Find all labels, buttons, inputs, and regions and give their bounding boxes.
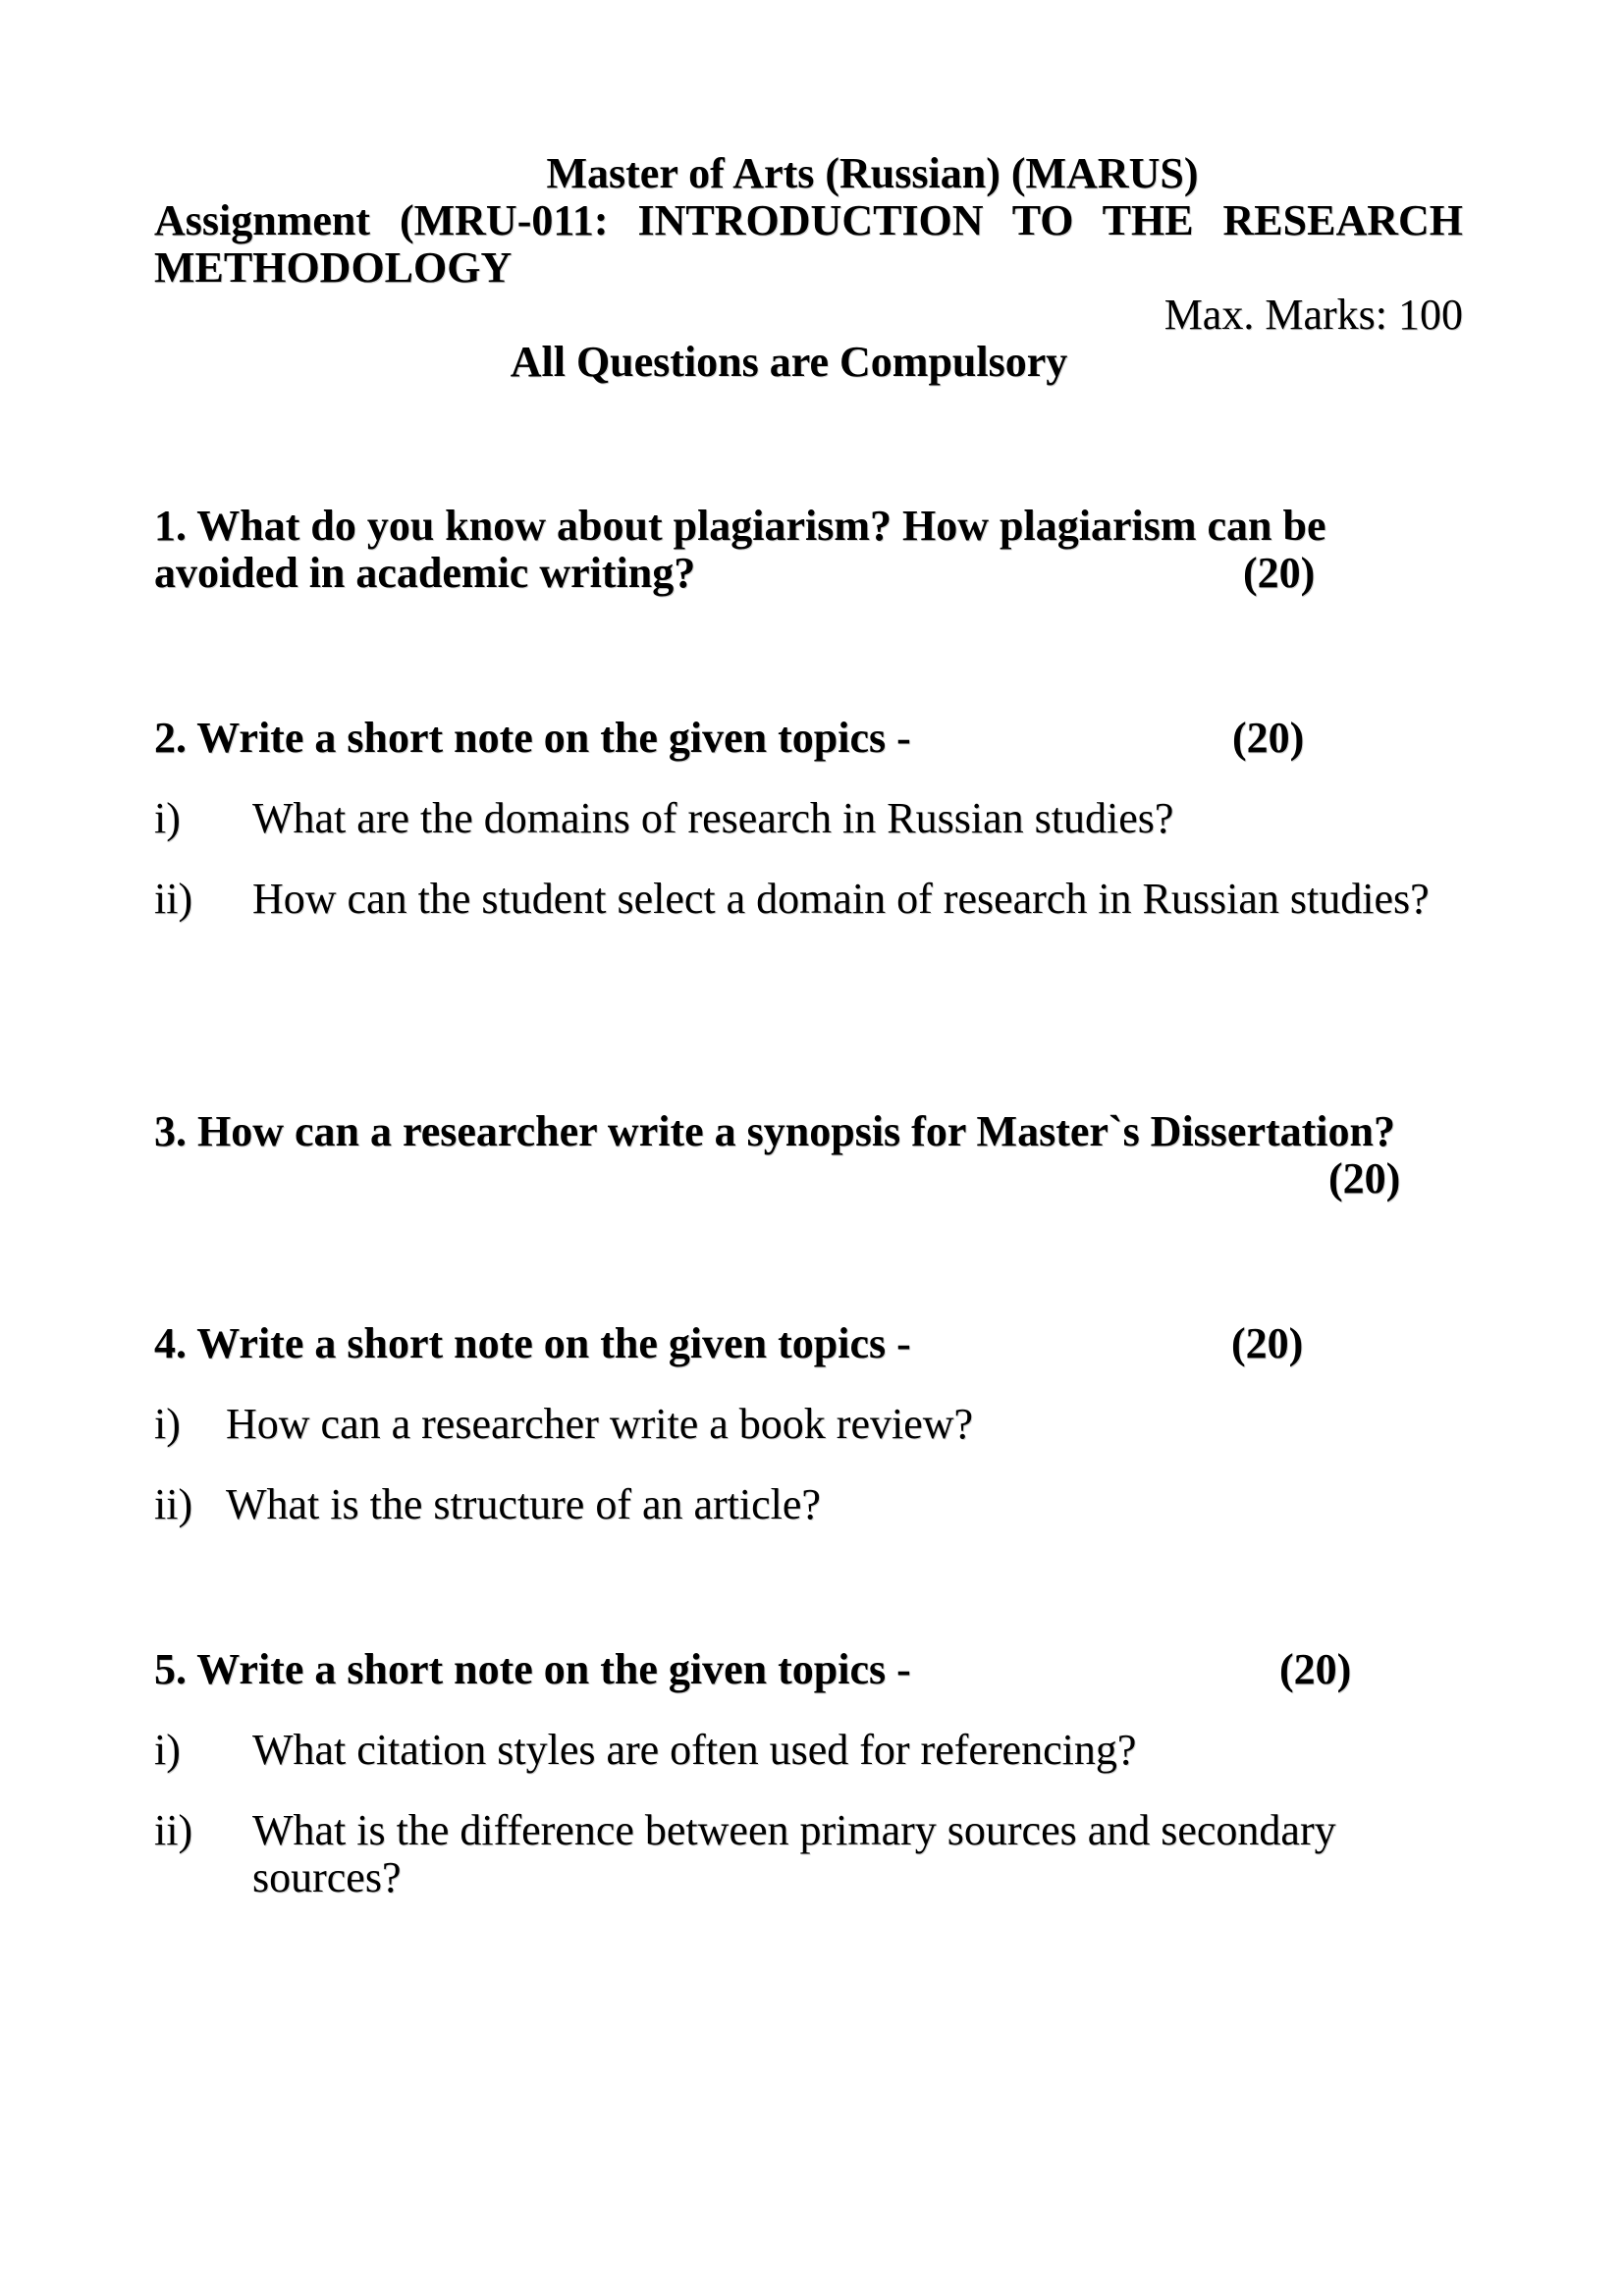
question-text: Write a short note on the given topics -	[196, 714, 911, 762]
program-title: Master of Arts (Russian) (MARUS)	[546, 149, 1199, 197]
question-text: Write a short note on the given topics -	[196, 1319, 911, 1367]
question-number: 4.	[154, 1319, 187, 1367]
question	[154, 1108, 1463, 1202]
question-marks: (20)	[1243, 549, 1316, 597]
question-heading	[154, 503, 1411, 597]
question-text: How can a researcher write a synopsis for Master`s Dissertation?	[197, 1107, 1395, 1155]
assignment-title: Assignment (MRU-011: INTRODUCTION TO THE RESEARCH METHODOLOGY	[154, 196, 1463, 292]
subquestion	[154, 1807, 1463, 1901]
question	[154, 503, 1463, 597]
question-marks: (20)	[1279, 1645, 1352, 1693]
question-heading	[154, 1646, 1463, 1693]
compulsory-note: All Questions are Compulsory	[510, 338, 1068, 386]
question-text: Write a short note on the given topics -	[196, 1645, 911, 1693]
subquestion-label: i)	[154, 1400, 181, 1448]
max-marks: Max. Marks: 100	[1163, 291, 1463, 339]
subquestion-text: What citation styles are often used for referencing?	[252, 1726, 1137, 1774]
subquestion-text: What are the domains of research in Russian studies?	[252, 794, 1174, 842]
subquestion	[154, 1401, 1463, 1448]
subquestion-text: How can the student select a domain of research in Russian studies?	[252, 875, 1430, 923]
subquestion-text: What is the structure of an article?	[226, 1480, 821, 1528]
question	[154, 1320, 1463, 1528]
question-marks: (20)	[1232, 714, 1305, 762]
subquestion-label: i)	[154, 794, 181, 842]
question-text: What do you know about plagiarism? How plagiarism can be avoided in academic writing?	[154, 502, 1326, 597]
questions	[154, 503, 1463, 1901]
subquestion-label: ii)	[154, 1480, 193, 1528]
question-marks: (20)	[1231, 1319, 1304, 1367]
question-marks: (20)	[1328, 1154, 1401, 1202]
subquestion	[154, 876, 1463, 923]
question-marks-line	[154, 1155, 1463, 1202]
question-heading	[154, 1320, 1463, 1367]
question-number: 5.	[154, 1645, 187, 1693]
subquestion-label: ii)	[154, 1806, 193, 1854]
question-number: 3.	[154, 1107, 187, 1155]
subquestion-label: ii)	[154, 875, 193, 923]
question-heading	[154, 715, 1463, 762]
question-heading	[154, 1108, 1463, 1155]
question	[154, 1646, 1463, 1901]
subquestion	[154, 1481, 1463, 1528]
subquestion-text: What is the difference between primary sources and secondary sources?	[252, 1806, 1336, 1901]
subquestion	[154, 795, 1463, 842]
question-number: 1.	[154, 502, 187, 550]
subquestion	[154, 1727, 1463, 1774]
subquestion-text: How can a researcher write a book review?	[226, 1400, 974, 1448]
subquestion-label: i)	[154, 1726, 181, 1774]
question	[154, 715, 1463, 923]
question-number: 2.	[154, 714, 187, 762]
